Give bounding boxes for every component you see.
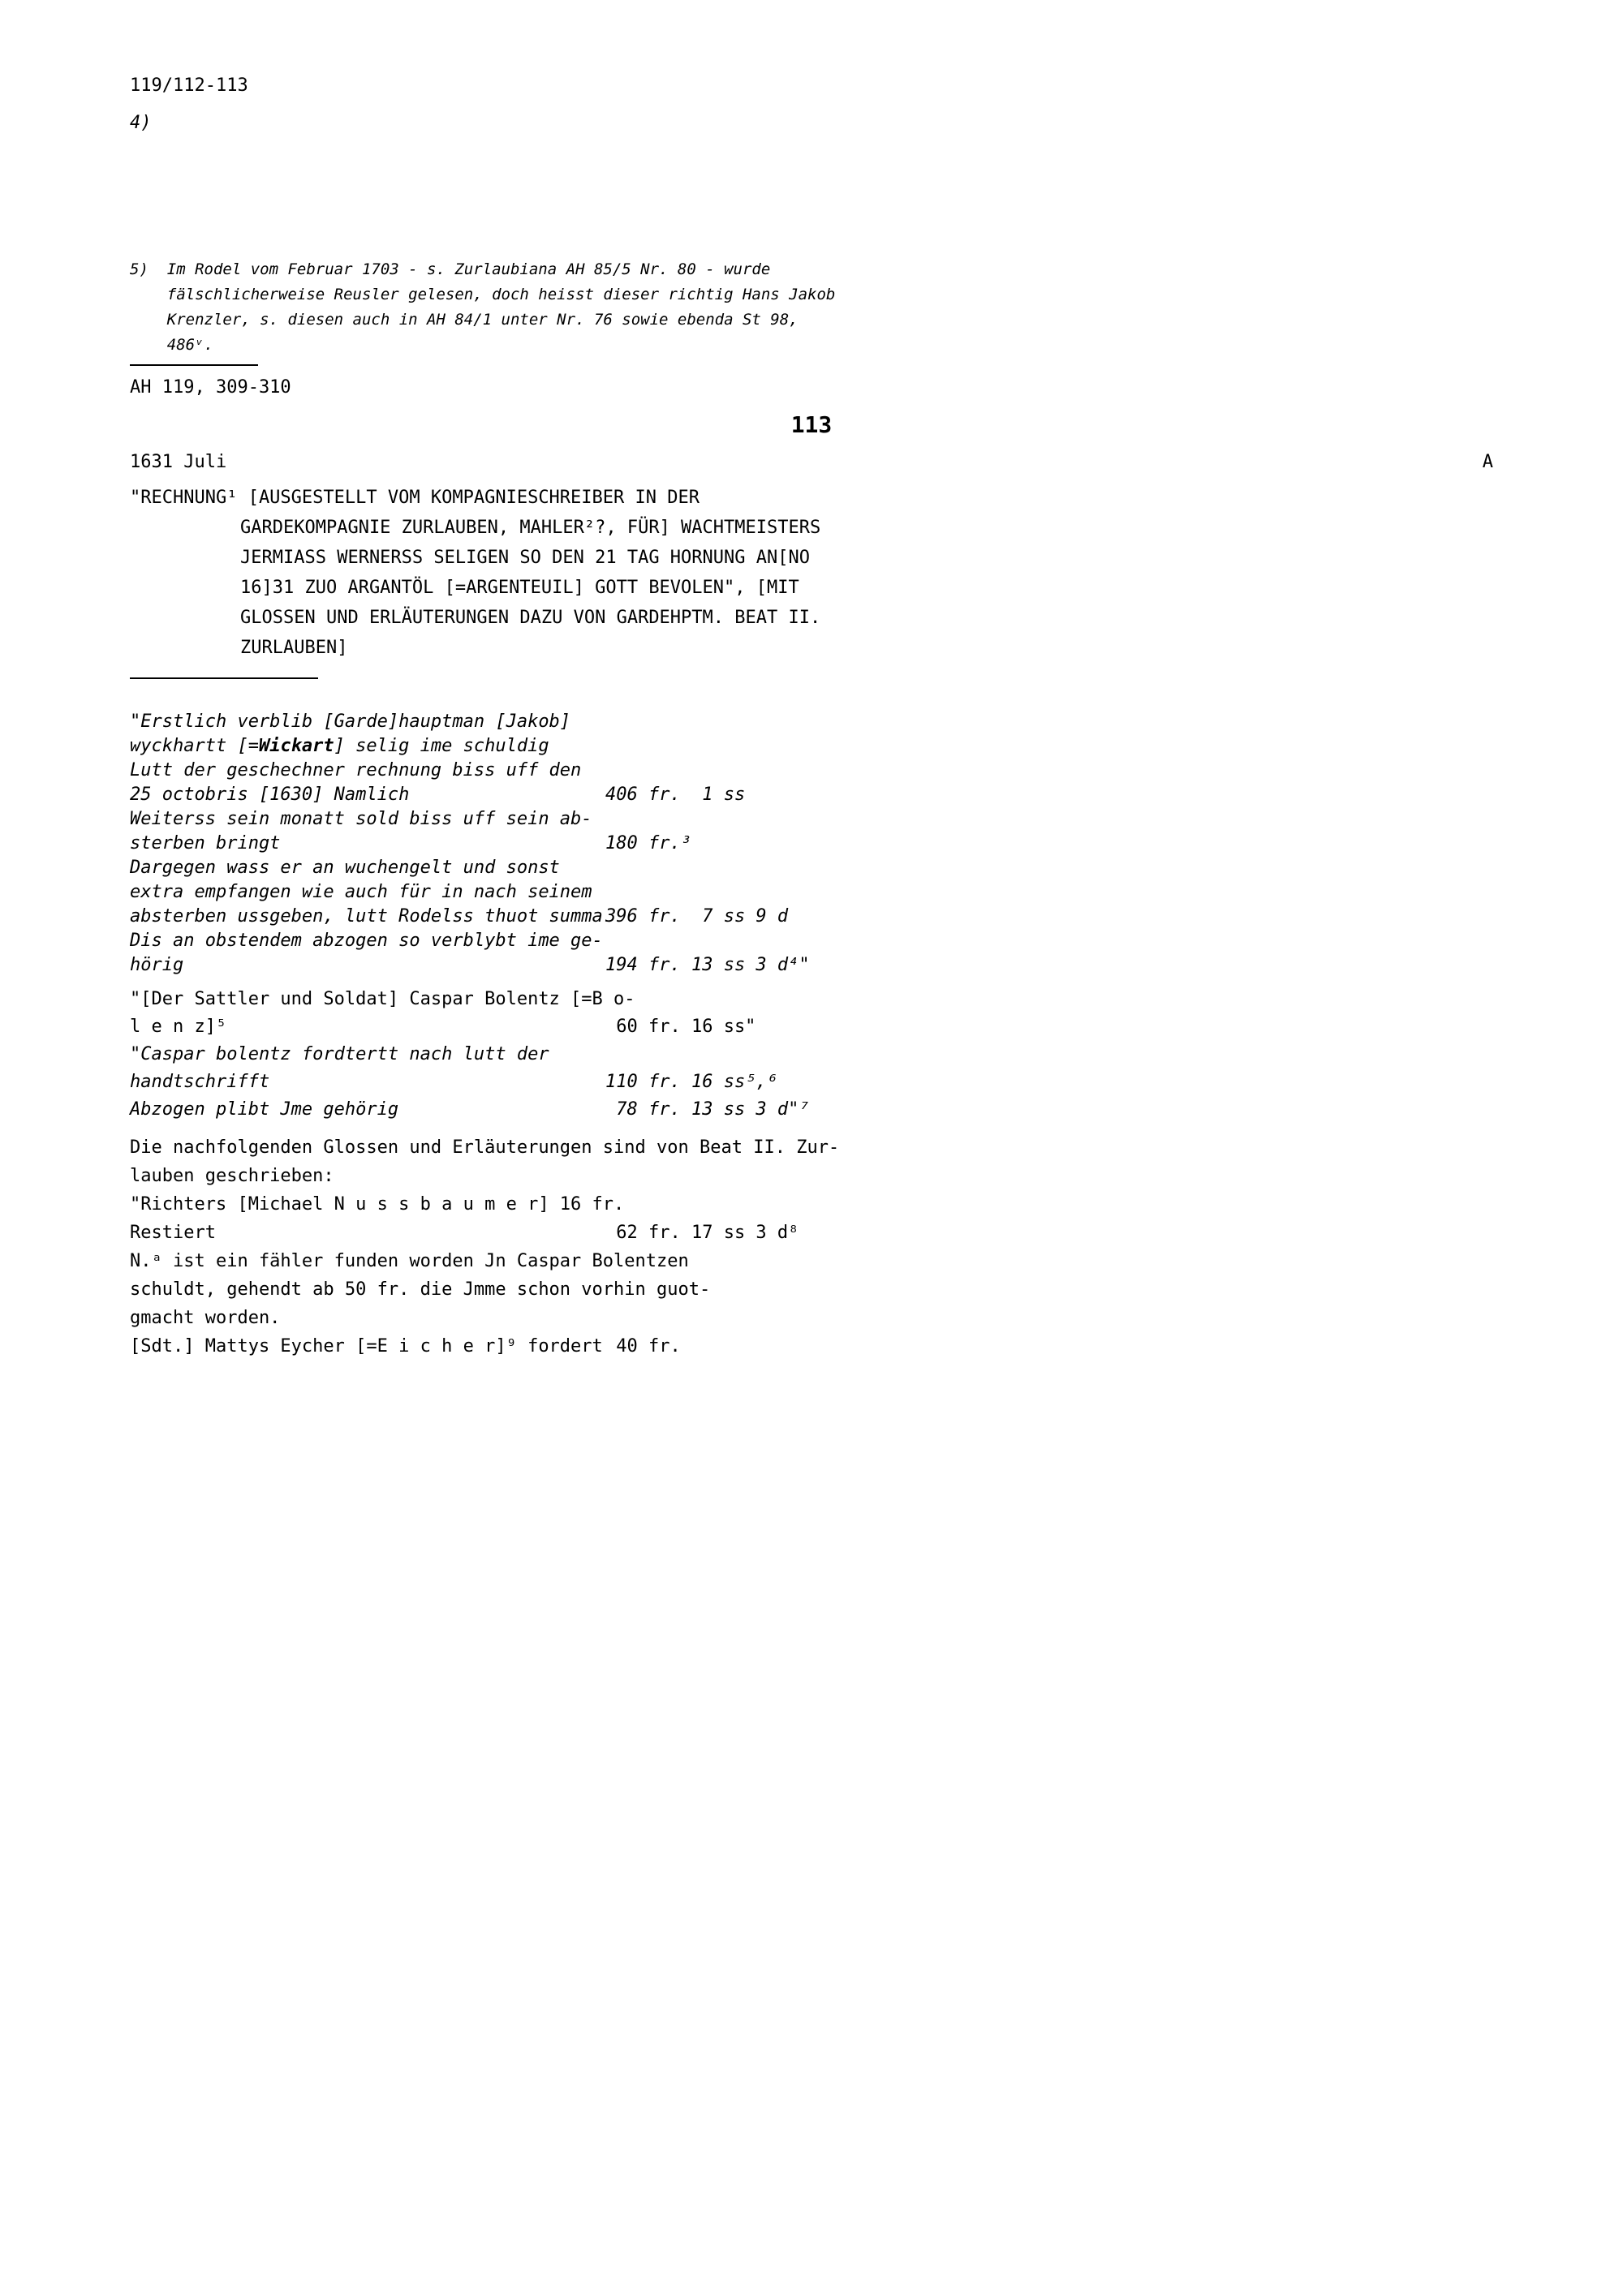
row-text: sterben bringt <box>130 833 281 853</box>
marginal-letter: A <box>1482 452 1493 472</box>
amount-value: 60 fr. 16 ss" <box>605 1017 756 1037</box>
amount-value: 78 fr. 13 ss 3 d"⁷ <box>605 1099 810 1120</box>
row-text: Dis an obstendem abzogen so verblybt ime ge- <box>130 931 603 951</box>
account-row <box>130 905 1493 929</box>
title-separator-rule <box>130 677 318 679</box>
footnote-5-label: 5) <box>130 260 149 278</box>
footnote-line: Krenzler, s. diesen auch in AH 84/1 unter Nr. 76 sowie ebenda St 98, <box>166 311 799 329</box>
row-text: Weiterss sein monatt sold biss uff sein ab- <box>130 809 592 829</box>
title-line: JERMIASS WERNERSS SELIGEN SO DEN 21 TAG HORNUNG AN[NO <box>240 548 810 568</box>
title-line: GLOSSEN UND ERLÄUTERUNGEN DAZU VON GARDEHPTM. BEAT II. <box>240 608 821 628</box>
row-text: Die nachfolgenden Glossen und Erläuterungen sind von Beat II. Zur- <box>130 1137 840 1158</box>
row-text: Lutt der geschechner rechnung biss uff den <box>130 760 582 780</box>
amount-value: 406 fr. 1 ss <box>605 785 746 805</box>
row-text: N.ᵃ ist ein fähler funden worden Jn Caspar Bolentzen <box>130 1251 689 1271</box>
footnote-4-marker: 4) <box>130 113 152 133</box>
footnote-separator-rule <box>130 364 258 366</box>
amount-value: 396 fr. 7 ss 9 d <box>605 906 789 927</box>
account-row <box>130 1096 1493 1124</box>
row-text: gmacht worden. <box>130 1308 281 1328</box>
footnote-line: 486ᵛ. <box>166 336 213 354</box>
account-row <box>130 710 1493 734</box>
title-line: "RECHNUNG¹ [AUSGESTELLT VOM KOMPAGNIESCHREIBER IN DER <box>130 488 700 508</box>
account-row <box>130 1068 1493 1096</box>
account-row <box>130 832 1493 856</box>
glossen-row <box>130 1247 1493 1275</box>
page-reference: 119/112-113 <box>130 75 248 96</box>
footnote-line: Im Rodel vom Februar 1703 - s. Zurlaubiana AH 85/5 Nr. 80 - wurde <box>166 260 771 278</box>
account-row <box>130 1013 1493 1041</box>
glossen-row <box>130 1304 1493 1332</box>
archive-reference: AH 119, 309-310 <box>130 377 291 398</box>
row-text: "[Der Sattler und Soldat] Caspar Bolentz [=B o- <box>130 989 635 1009</box>
bolentz-entry-italic <box>130 1041 1493 1124</box>
glossen-row <box>130 1133 1493 1162</box>
glossen-row <box>130 1332 1493 1361</box>
account-row <box>130 929 1493 953</box>
account-statement <box>130 710 1493 978</box>
row-text: extra empfangen wie auch für in nach seinem <box>130 882 592 902</box>
bold-name-wickart: Wickart <box>258 736 334 756</box>
row-text: lauben geschrieben: <box>130 1166 334 1186</box>
amount-value: 110 fr. 16 ss⁵,⁶ <box>605 1072 777 1092</box>
glossen-row <box>130 1162 1493 1190</box>
amount-value: 194 fr. 13 ss 3 d⁴" <box>605 955 810 975</box>
row-text: "Caspar bolentz fordtertt nach lutt der <box>130 1044 549 1064</box>
row-text: Dargegen wass er an wuchengelt und sonst <box>130 858 560 878</box>
account-row <box>130 856 1493 880</box>
row-text <box>130 736 549 756</box>
account-row <box>130 807 1493 832</box>
row-text: 25 octobris [1630] Namlich <box>130 785 410 805</box>
glossen-row <box>130 1275 1493 1304</box>
row-text: absterben ussgeben, lutt Rodelss thuot summa <box>130 906 603 927</box>
row-text: [Sdt.] Mattys Eycher [=E i c h e r]⁹ fordert <box>130 1336 603 1357</box>
account-row <box>130 986 1493 1013</box>
text-fragment: ] selig ime schuldig <box>334 736 549 756</box>
text-fragment: wyckhartt [= <box>130 736 259 756</box>
row-text: handtschrifft <box>130 1072 270 1092</box>
row-text: Restiert <box>130 1223 216 1243</box>
account-row <box>130 880 1493 905</box>
footnote-5 <box>130 257 1493 358</box>
document-number: 113 <box>790 411 833 438</box>
document-date: 1631 Juli <box>130 452 227 472</box>
glossen-row <box>130 1190 1493 1219</box>
amount-value: 40 fr. <box>605 1336 681 1357</box>
title-line: ZURLAUBEN] <box>240 638 348 658</box>
date-line <box>130 452 1493 473</box>
bolentz-entry-roman <box>130 986 1493 1041</box>
glossen-row <box>130 1219 1493 1247</box>
account-row <box>130 759 1493 783</box>
account-row <box>130 734 1493 759</box>
glossen-section <box>130 1133 1493 1361</box>
row-text: l e n z]⁵ <box>130 1017 227 1037</box>
row-text: "Richters [Michael N u s s b a u m e r] 16 fr. <box>130 1194 625 1215</box>
account-row <box>130 1041 1493 1068</box>
account-row <box>130 953 1493 978</box>
footnote-5-text <box>167 257 836 358</box>
title-line: GARDEKOMPAGNIE ZURLAUBEN, MAHLER²?, FÜR] WACHTMEISTERS <box>240 518 821 538</box>
account-row <box>130 783 1493 807</box>
row-text: Abzogen plibt Jme gehörig <box>130 1099 399 1120</box>
title-line: 16]31 ZUO ARGANTÖL [=ARGENTEUIL] GOTT BEVOLEN", [MIT <box>240 578 799 598</box>
row-text: hörig <box>130 955 184 975</box>
row-text: schuldt, gehendt ab 50 fr. die Jmme schon vorhin guot- <box>130 1279 711 1300</box>
row-text: "Erstlich verblib [Garde]hauptman [Jakob] <box>130 712 571 732</box>
document-title <box>130 483 1493 663</box>
amount-value: 62 fr. 17 ss 3 d⁸ <box>605 1223 799 1243</box>
amount-value: 180 fr.³ <box>605 833 691 853</box>
footnote-line: fälschlicherweise Reusler gelesen, doch heisst dieser richtig Hans Jakob <box>166 286 836 303</box>
